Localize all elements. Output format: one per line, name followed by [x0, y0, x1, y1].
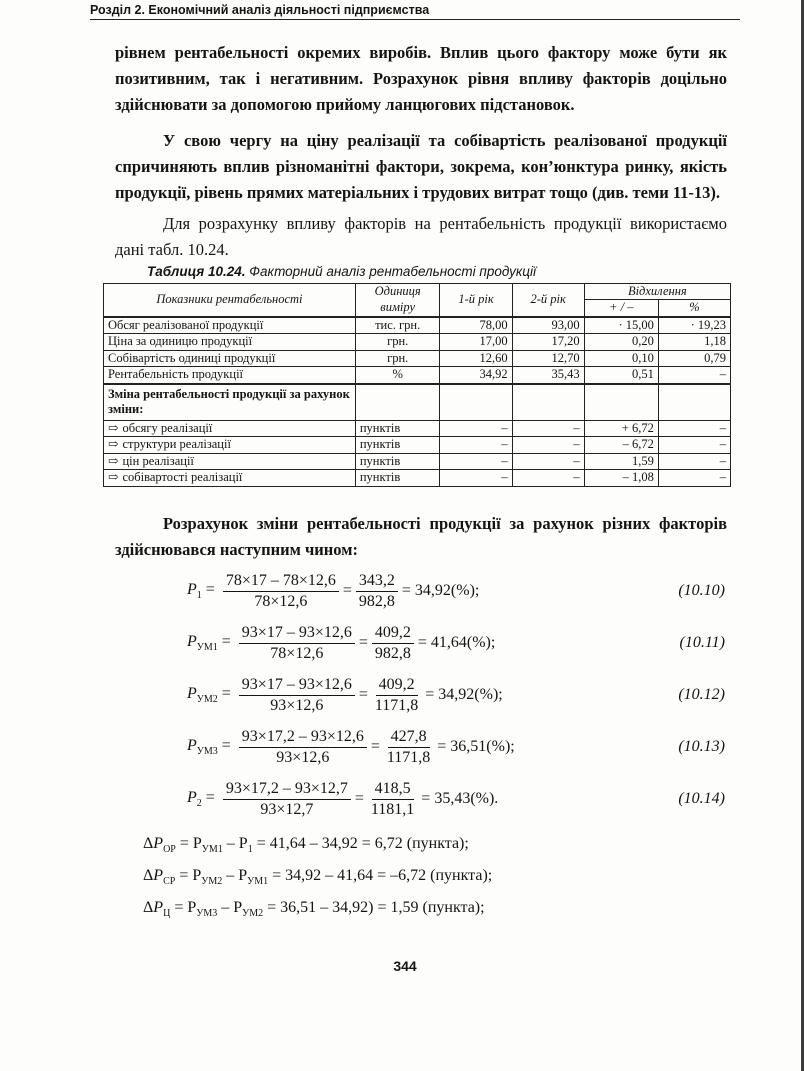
- table-row: Собівартість одиниці продукції грн. 12,60 12,70 0,10 0,79: [104, 350, 731, 367]
- arrow-icon: ⇨: [108, 437, 119, 452]
- table-row: ⇨ структури реалізації пунктів – – – 6,72 –: [104, 437, 731, 454]
- page-number: 344: [393, 958, 417, 974]
- arrow-icon: ⇨: [108, 470, 119, 485]
- table-caption: Таблиця 10.24. Факторний аналіз рентабельності продукції: [147, 263, 536, 279]
- col-pct: %: [658, 300, 730, 317]
- formula-list: [115, 565, 727, 825]
- col-unit: Одиниця виміру: [355, 283, 440, 317]
- delta-sr: $\Delta P_{СР} = P_{УМ2} - P_{УМ1} = 34,92 - 41,64 = -6,72$ (пункта);: [143, 867, 493, 888]
- running-header: Розділ 2. Економічний аналіз діяльності підприємства: [90, 3, 740, 20]
- formula-10-12: $P_{УМ2}$ = $\frac{93\times 17 - 93\times 12,6}{93\times 12,6}$ = $\frac{409,2}{1171,8}$ = 34,92(%); (10.12): [187, 675, 725, 714]
- col-indicator: Показники рентабельності: [104, 283, 356, 317]
- page-edge: [801, 0, 804, 1071]
- equation-number: (10.13): [678, 738, 725, 756]
- formula-10-11: $P_{УМ1}$ = $\frac{93\times 17 - 93\times 12,6}{78\times 12,6}$ = $\frac{409,2}{982,8}$ = 41,64(%); (10.11): [187, 623, 725, 662]
- col-deviation: Відхилення: [584, 283, 730, 300]
- page-content: [108, 40, 727, 928]
- formula-10-13: $P_{УМ3}$ = $\frac{93\times 17,2 - 93\times 12,6}{93\times 12,6}$ = $\frac{427,8}{1171,8}$ = 36,51(%); (10.13): [187, 727, 725, 766]
- equation-number: (10.14): [678, 790, 725, 808]
- table-row: ⇨ собівартості реалізації пунктів – – – 1,08 –: [104, 470, 731, 487]
- arrow-icon: ⇨: [108, 420, 119, 435]
- formula-10-10: $P_1$ = $\frac{78\times 17 - 78\times 12,6}{78\times 12,6}$ = $\frac{343,2}{982,8}$ = 34,92(%); (10.10): [187, 571, 725, 610]
- table-row: Ціна за одиницю продукції грн. 17,00 17,20 0,20 1,18: [104, 334, 731, 351]
- delta-list: [115, 831, 727, 928]
- paragraph-3: Для розрахунку впливу факторів на рентабельність продукції використаємо дані табл. 10.24.: [115, 214, 727, 260]
- table-row-group: Зміна рентабельності продукції за рахунок зміни:: [104, 384, 731, 421]
- equation-number: (10.12): [678, 686, 725, 704]
- table-row: ⇨ цін реалізації пунктів – – 1,59 –: [104, 453, 731, 470]
- formula-10-14: $P_2$ = $\frac{93\times 17,2 - 93\times 12,7}{93\times 12,7}$ = $\frac{418,5}{1181,1}$ = 35,43(%). (10.14): [187, 779, 725, 818]
- table-row: Обсяг реалізованої продукції тис. грн. 78,00 93,00 · 15,00 · 19,23: [104, 317, 731, 334]
- delta-ts: $\Delta P_Ц = P_{УМ3} - P_{УМ2} = 36,51 - 34,92) = 1,59$ (пункта);: [143, 899, 485, 920]
- table-row: Рентабельність продукції % 34,92 35,43 0,51 –: [104, 367, 731, 384]
- calculation-intro: Розрахунок зміни рентабельності продукції за рахунок різних факторів здійснювався наступним чином:: [115, 513, 727, 559]
- delta-or: $\Delta P_{ОР} = P_{УМ1} - P_1 = 41,64 - 34,92 = 6,72$ (пункта);: [143, 835, 469, 856]
- col-abs: + / –: [584, 300, 658, 317]
- paragraph-1: рівнем рентабельності окремих виробів. Вплив цього фактору може бути як позитивним, так і негативним. Розрахунок рівня впливу факторів доцільно здійснювати за допомогою прийому ланцюгових підстановок.: [115, 43, 727, 115]
- equation-number: (10.11): [679, 634, 725, 652]
- equation-number: (10.10): [678, 582, 725, 600]
- table-row: ⇨ обсягу реалізації пунктів – – + 6,72 –: [104, 420, 731, 437]
- arrow-icon: ⇨: [108, 453, 119, 468]
- col-year2: 2-й рік: [512, 283, 584, 317]
- col-year1: 1-й рік: [440, 283, 512, 317]
- paragraph-2: У свою чергу на ціну реалізації та собівартість реалізованої продукції спричиняють вплив різноманітні фактори, зокрема, кон’юнктура ринку, якість продукції, рівень прямих матеріальних і трудових витрат тощо (див. теми 11-13).: [115, 130, 727, 203]
- factor-analysis-table: [103, 283, 731, 487]
